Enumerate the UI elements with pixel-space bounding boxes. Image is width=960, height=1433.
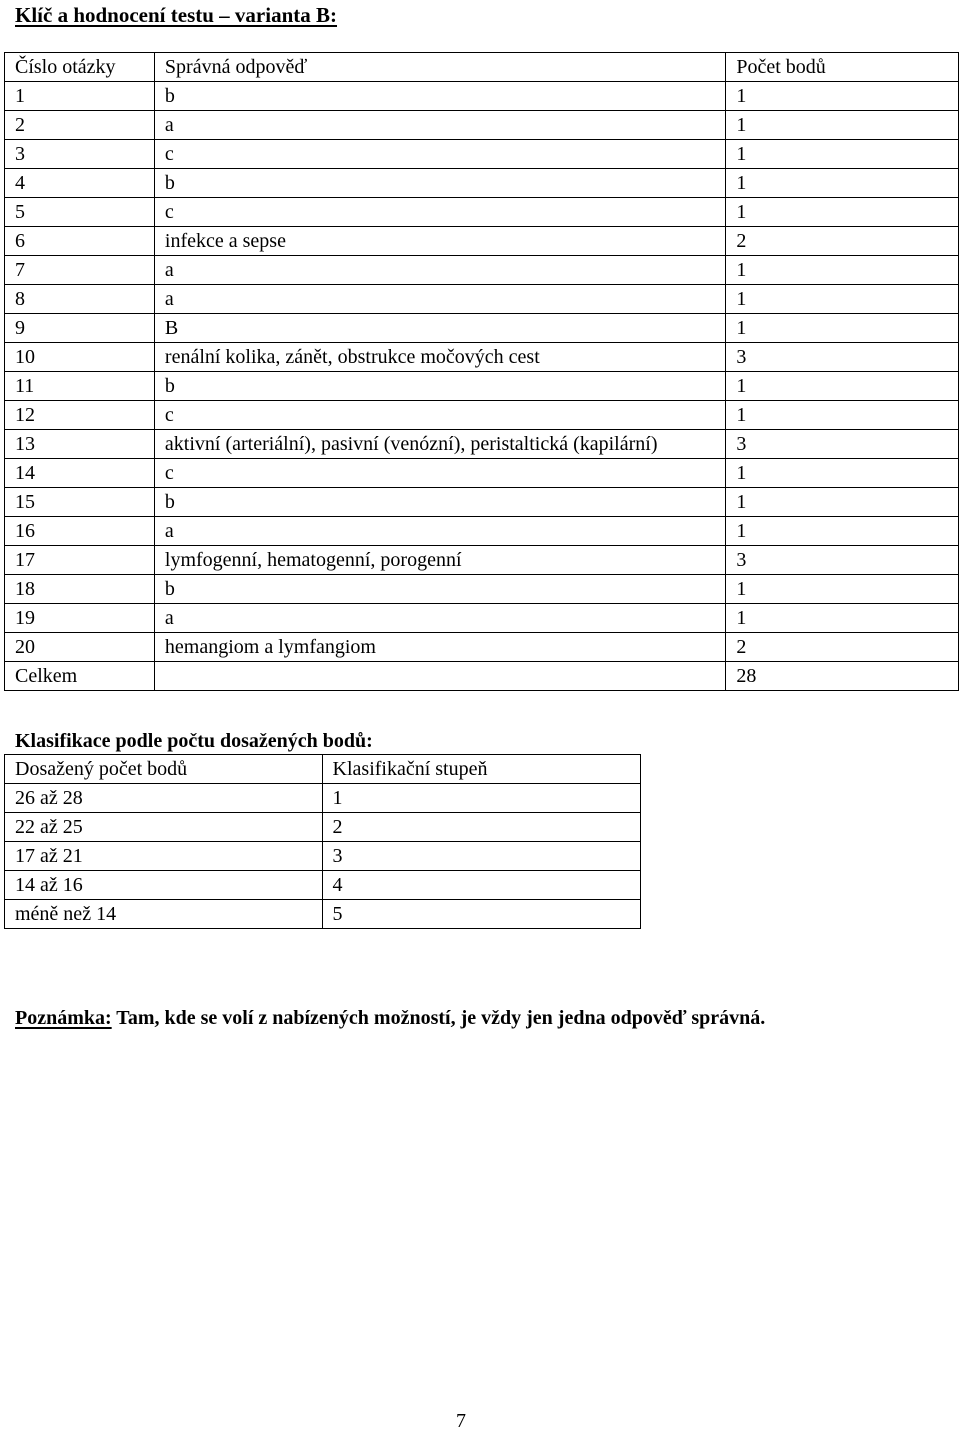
correct-answer: hemangiom a lymfangiom: [154, 633, 725, 662]
correct-answer: c: [154, 198, 725, 227]
points: 1: [726, 401, 959, 430]
correct-answer: infekce a sepse: [154, 227, 725, 256]
grade: 1: [322, 784, 640, 813]
header-points: Počet bodů: [726, 53, 959, 82]
total-empty-cell: [154, 662, 725, 691]
points: 2: [726, 633, 959, 662]
question-number: 18: [5, 575, 155, 604]
correct-answer: c: [154, 140, 725, 169]
grade: 5: [322, 900, 640, 929]
table-row: [5, 82, 959, 111]
table-row: [5, 256, 959, 285]
table-row: [5, 430, 959, 459]
correct-answer: a: [154, 111, 725, 140]
table-row: [5, 401, 959, 430]
answer-key-table: [4, 52, 959, 691]
page-number: 7: [456, 1410, 466, 1432]
question-number: 11: [5, 372, 155, 401]
grading-title: Klasifikace podle počtu dosažených bodů:: [15, 730, 373, 752]
correct-answer: lymfogenní, hematogenní, porogenní: [154, 546, 725, 575]
correct-answer: b: [154, 82, 725, 111]
table-row: [5, 900, 641, 929]
correct-answer: b: [154, 488, 725, 517]
correct-answer: c: [154, 459, 725, 488]
total-value: 28: [726, 662, 959, 691]
question-number: 9: [5, 314, 155, 343]
question-number: 5: [5, 198, 155, 227]
note: [15, 1007, 765, 1030]
points: 1: [726, 285, 959, 314]
table-row: [5, 198, 959, 227]
question-number: 3: [5, 140, 155, 169]
note-text: Tam, kde se volí z nabízených možností, je vždy jen jedna odpověď správná.: [111, 1007, 766, 1029]
table-row: [5, 488, 959, 517]
table-row: [5, 285, 959, 314]
header-grade: Klasifikační stupeň: [322, 755, 640, 784]
score-range: 14 až 16: [5, 871, 323, 900]
points: 1: [726, 372, 959, 401]
table-row: [5, 784, 641, 813]
correct-answer: b: [154, 575, 725, 604]
question-number: 13: [5, 430, 155, 459]
table-row: [5, 343, 959, 372]
points: 1: [726, 604, 959, 633]
grade: 3: [322, 842, 640, 871]
points: 1: [726, 111, 959, 140]
points: 3: [726, 546, 959, 575]
table-row: [5, 604, 959, 633]
table-row: [5, 813, 641, 842]
points: 1: [726, 488, 959, 517]
table-row: [5, 871, 641, 900]
points: 1: [726, 314, 959, 343]
grade: 4: [322, 871, 640, 900]
correct-answer: aktivní (arteriální), pasivní (venózní), peristaltická (kapilární): [154, 430, 725, 459]
points: 1: [726, 198, 959, 227]
score-range: 26 až 28: [5, 784, 323, 813]
question-number: 17: [5, 546, 155, 575]
question-number: 8: [5, 285, 155, 314]
table-row: [5, 633, 959, 662]
points: 1: [726, 256, 959, 285]
table-header-row: [5, 53, 959, 82]
correct-answer: a: [154, 517, 725, 546]
points: 2: [726, 227, 959, 256]
question-number: 16: [5, 517, 155, 546]
question-number: 6: [5, 227, 155, 256]
correct-answer: a: [154, 604, 725, 633]
grade: 2: [322, 813, 640, 842]
question-number: 7: [5, 256, 155, 285]
points: 3: [726, 430, 959, 459]
points: 1: [726, 459, 959, 488]
points: 1: [726, 517, 959, 546]
question-number: 12: [5, 401, 155, 430]
header-question-number: Číslo otázky: [5, 53, 155, 82]
total-row: [5, 662, 959, 691]
score-range: méně než 14: [5, 900, 323, 929]
table-row: [5, 111, 959, 140]
points: 1: [726, 575, 959, 604]
header-correct-answer: Správná odpověď: [154, 53, 725, 82]
page-heading: Klíč a hodnocení testu – varianta B:: [15, 3, 338, 27]
question-number: 15: [5, 488, 155, 517]
question-number: 2: [5, 111, 155, 140]
points: 1: [726, 82, 959, 111]
table-row: [5, 372, 959, 401]
table-row: [5, 459, 959, 488]
correct-answer: B: [154, 314, 725, 343]
total-label: Celkem: [5, 662, 155, 691]
header-score-range: Dosažený počet bodů: [5, 755, 323, 784]
question-number: 1: [5, 82, 155, 111]
table-row: [5, 227, 959, 256]
correct-answer: b: [154, 372, 725, 401]
table-row: [5, 314, 959, 343]
points: 1: [726, 140, 959, 169]
table-row: [5, 546, 959, 575]
question-number: 4: [5, 169, 155, 198]
table-row: [5, 169, 959, 198]
question-number: 10: [5, 343, 155, 372]
table-row: [5, 575, 959, 604]
note-label: Poznámka:: [15, 1007, 112, 1029]
table-row: [5, 140, 959, 169]
correct-answer: b: [154, 169, 725, 198]
question-number: 20: [5, 633, 155, 662]
table-row: [5, 517, 959, 546]
question-number: 14: [5, 459, 155, 488]
table-header-row: [5, 755, 641, 784]
correct-answer: a: [154, 256, 725, 285]
score-range: 17 až 21: [5, 842, 323, 871]
correct-answer: renální kolika, zánět, obstrukce močových cest: [154, 343, 725, 372]
grading-table: [4, 754, 641, 929]
question-number: 19: [5, 604, 155, 633]
points: 3: [726, 343, 959, 372]
correct-answer: c: [154, 401, 725, 430]
correct-answer: a: [154, 285, 725, 314]
table-row: [5, 842, 641, 871]
score-range: 22 až 25: [5, 813, 323, 842]
points: 1: [726, 169, 959, 198]
